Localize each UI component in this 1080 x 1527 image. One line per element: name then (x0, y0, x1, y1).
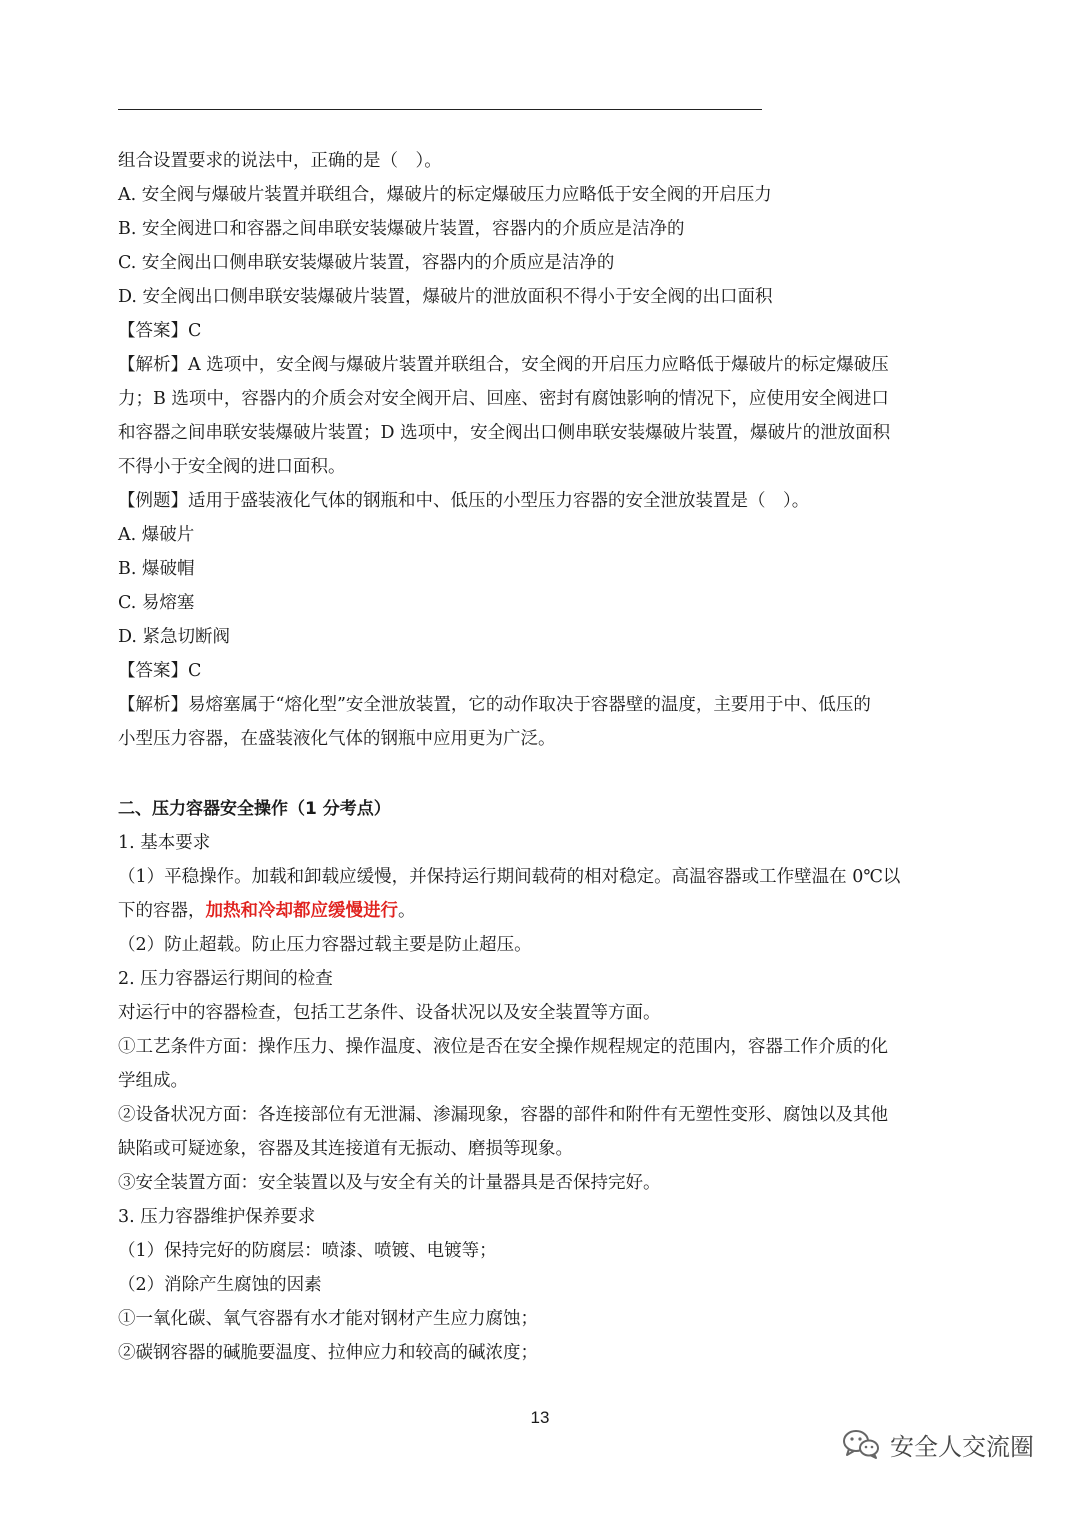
text-line: （2）消除产生腐蚀的因素 (118, 1275, 322, 1295)
header-rule (118, 109, 762, 110)
analysis-line: 【解析】A 选项中，安全阀与爆破片装置并联组合，安全阀的开启压力应略低于爆破片的标定爆破压 (118, 355, 889, 375)
subheading: 2. 压力容器运行期间的检查 (118, 969, 333, 989)
analysis-line: 【解析】易熔塞属于“熔化型”安全泄放装置，它的动作取决于容器壁的温度，主要用于中、低压的 (118, 695, 871, 715)
analysis-line: 和容器之间串联安装爆破片装置；D 选项中，安全阀出口侧串联安装爆破片装置，爆破片的泄放面积 (118, 423, 891, 443)
text-segment: 下的容器， (118, 901, 206, 921)
watermark-text: 安全人交流圈 (890, 1432, 1034, 1461)
text-line: 组合设置要求的说法中，正确的是（ ）。 (118, 151, 442, 171)
option-a: A. 安全阀与爆破片装置并联组合，爆破片的标定爆破压力应略低于安全阀的开启压力 (118, 185, 772, 205)
section-heading: 二、压力容器安全操作（1 分考点） (118, 799, 391, 819)
text-line: （2）防止超载。防止压力容器过载主要是防止超压。 (118, 935, 532, 955)
text-segment: 。 (398, 901, 416, 921)
text-line: （1）平稳操作。加载和卸载应缓慢，并保持运行期间载荷的相对稳定。高温容器或工作壁温在 0℃以 (118, 867, 901, 887)
text-line: 缺陷或可疑迹象，容器及其连接道有无振动、磨损等现象。 (118, 1139, 573, 1159)
option-d: D. 安全阀出口侧串联安装爆破片装置，爆破片的泄放面积不得小于安全阀的出口面积 (118, 287, 773, 307)
text-line: ③安全装置方面：安全装置以及与安全有关的计量器具是否保持完好。 (118, 1173, 661, 1193)
subheading: 3. 压力容器维护保养要求 (118, 1207, 316, 1227)
subheading: 1. 基本要求 (118, 833, 211, 853)
text-line: ①工艺条件方面：操作压力、操作温度、液位是否在安全操作规程规定的范围内，容器工作介质的化 (118, 1037, 888, 1057)
analysis-line: 小型压力容器，在盛装液化气体的钢瓶中应用更为广泛。 (118, 729, 556, 749)
option-d: D. 紧急切断阀 (118, 627, 231, 647)
text-line: 对运行中的容器检查，包括工艺条件、设备状况以及安全装置等方面。 (118, 1003, 661, 1023)
example-question: 【例题】适用于盛装液化气体的钢瓶和中、低压的小型压力容器的安全泄放装置是（ ）。 (118, 491, 810, 511)
option-c: C. 易熔塞 (118, 593, 195, 613)
text-line: 学组成。 (118, 1071, 188, 1091)
text-line: ①一氧化碳、氧气容器有水才能对钢材产生应力腐蚀； (118, 1309, 538, 1329)
option-b: B. 安全阀进口和容器之间串联安装爆破片装置，容器内的介质应是洁净的 (118, 219, 685, 239)
answer-line: 【答案】C (118, 661, 202, 681)
option-c: C. 安全阀出口侧串联安装爆破片装置，容器内的介质应是洁净的 (118, 253, 615, 273)
text-line-highlighted (118, 894, 960, 928)
text-line: （1）保持完好的防腐层：喷漆、喷镀、电镀等； (118, 1241, 497, 1261)
section-gap (118, 756, 960, 792)
analysis-line: 不得小于安全阀的进口面积。 (118, 457, 346, 477)
watermark (842, 1424, 1034, 1464)
text-line: ②碳钢容器的碱脆要温度、拉伸应力和较高的碱浓度； (118, 1343, 538, 1363)
option-a: A. 爆破片 (118, 525, 195, 545)
option-b: B. 爆破帽 (118, 559, 195, 579)
document-body (118, 144, 960, 1370)
analysis-line: 力；B 选项中，容器内的介质会对安全阀开启、回座、密封有腐蚀影响的情况下，应使用安全阀进口 (118, 389, 889, 409)
highlighted-text: 加热和冷却都应缓慢进行 (205, 901, 398, 921)
wechat-icon (842, 1428, 880, 1460)
answer-line: 【答案】C (118, 321, 202, 341)
text-line: ②设备状况方面：各连接部位有无泄漏、渗漏现象，容器的部件和附件有无塑性变形、腐蚀以及其他 (118, 1105, 888, 1125)
page-number: 13 (530, 1408, 550, 1427)
